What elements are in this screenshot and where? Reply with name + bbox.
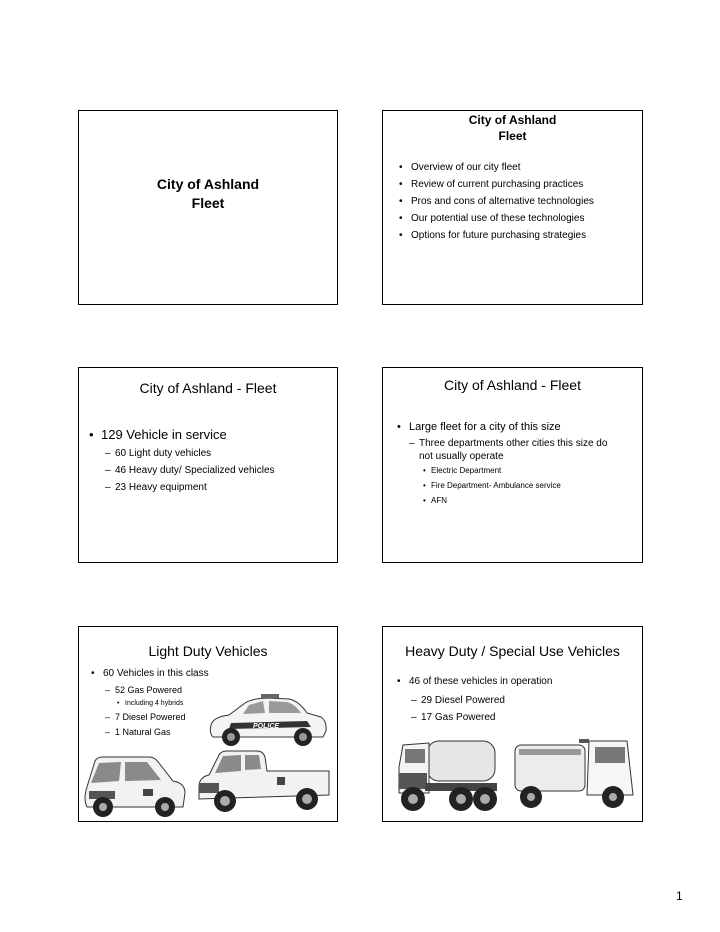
- tanker-truck-image: [395, 733, 499, 815]
- list-item: • 60 Vehicles in this class: [89, 667, 209, 681]
- list-item: • Fire Department- Ambulance service: [423, 478, 640, 493]
- slide-1: [78, 110, 338, 305]
- list-item: • 129 Vehicle in service: [87, 426, 275, 444]
- slide-3-list: [87, 426, 275, 496]
- street-sweeper-image: [509, 735, 637, 811]
- list-item-line2: not usually operate: [419, 451, 504, 462]
- list-item: • Our potential use of these technologies: [397, 210, 594, 227]
- slide-3-title: City of Ashland - Fleet: [139, 380, 277, 396]
- slide-6-list: [395, 675, 552, 726]
- list-item: • 46 of these vehicles in operation: [395, 675, 552, 689]
- slide-5-list: [89, 667, 209, 740]
- list-item: • AFN: [423, 493, 640, 508]
- list-item: – 1 Natural Gas: [105, 725, 209, 740]
- slide-5-title: Light Duty Vehicles: [148, 643, 268, 659]
- slide-1-title-line1: City of Ashland: [156, 176, 260, 192]
- slide-2: [382, 110, 643, 305]
- slide-1-title: [79, 175, 337, 213]
- slide-5: [78, 626, 338, 822]
- list-item: • Review of current purchasing practices: [397, 176, 594, 193]
- list-item: • Large fleet for a city of this size: [395, 420, 640, 435]
- list-item: • Including 4 hybrids: [117, 698, 209, 710]
- list-item-line1: – Three departments other cities this size do: [419, 438, 608, 449]
- list-item: – 60 Light duty vehicles: [105, 445, 275, 462]
- list-item: • Overview of our city fleet: [397, 159, 594, 176]
- slide-4: [382, 367, 643, 563]
- slide-2-title-line2: Fleet: [498, 129, 527, 143]
- pickup-truck-image: [195, 747, 333, 815]
- police-car-image: [207, 693, 329, 749]
- list-item: – 29 Diesel Powered: [411, 692, 552, 709]
- slide-1-title-line2: Fleet: [191, 195, 225, 211]
- list-item: • Electric Department: [423, 463, 640, 478]
- list-item: – 7 Diesel Powered: [105, 710, 209, 725]
- slide-4-list: [395, 420, 640, 508]
- slide-6-title: Heavy Duty / Special Use Vehicles: [405, 643, 620, 659]
- list-item: – 17 Gas Powered: [411, 709, 552, 726]
- police-decal-text: POLICE: [253, 723, 280, 730]
- list-item: [409, 437, 640, 463]
- suv-image: [81, 753, 189, 819]
- slide-6: [382, 626, 643, 822]
- list-item: – 46 Heavy duty/ Specialized vehicles: [105, 462, 275, 479]
- slide-2-agenda-list: [397, 159, 594, 244]
- list-item: • Pros and cons of alternative technologies: [397, 193, 594, 210]
- list-item: • Options for future purchasing strategies: [397, 227, 594, 244]
- page-number: 1: [676, 889, 683, 903]
- slide-4-title: City of Ashland - Fleet: [444, 377, 581, 393]
- list-item: – 52 Gas Powered: [105, 683, 209, 698]
- slide-2-title-line1: City of Ashland: [468, 113, 557, 127]
- slide-3: [78, 367, 338, 563]
- slide-2-title: [383, 112, 642, 144]
- list-item: – 23 Heavy equipment: [105, 479, 275, 496]
